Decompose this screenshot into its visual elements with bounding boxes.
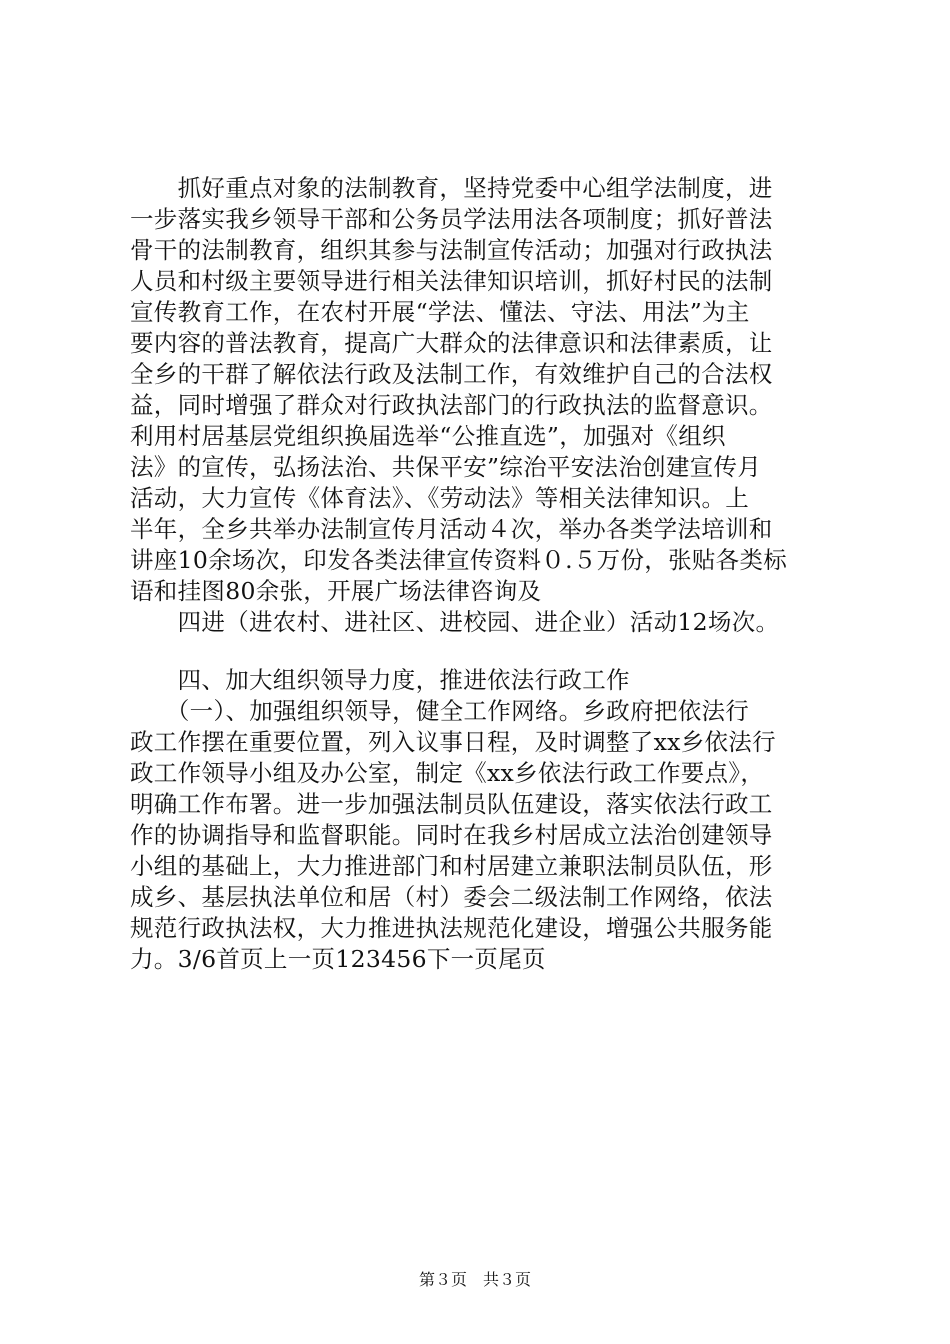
text-line: 要内容的普法教育，提高广大群众的法律意识和法律素质，让 bbox=[130, 329, 773, 357]
text-line: 人员和村级主要领导进行相关法律知识培训，抓好村民的法制 bbox=[130, 267, 773, 295]
text-line: 成乡、基层执法单位和居（村）委会二级法制工作网络，依法 bbox=[130, 883, 773, 911]
text-line: （一）、加强组织领导，健全工作网络。乡政府把依法行 bbox=[130, 697, 750, 725]
text-line: 利用村居基层党组织换届选举“公推直选”，加强对《组织 bbox=[130, 422, 726, 450]
text-line: 规范行政执法权，大力推进执法规范化建设，增强公共服务能 bbox=[130, 914, 773, 942]
text-line: 明确工作布署。进一步加强法制员队伍建设，落实依法行政工 bbox=[130, 790, 773, 818]
text-line: 抓好重点对象的法制教育，坚持党委中心组学法制度，进 bbox=[130, 174, 773, 202]
text-line: 一步落实我乡领导干部和公务员学法用法各项制度；抓好普法 bbox=[130, 205, 773, 233]
text-line: 半年，全乡共举办法制宣传月活动４次，举办各类学法培训和 bbox=[130, 515, 773, 543]
text-line: 宣传教育工作，在农村开展“学法、懂法、守法、用法”为主 bbox=[130, 298, 750, 326]
text-line: 政工作领导小组及办公室，制定《xx乡依法行政工作要点》， bbox=[130, 759, 765, 787]
text-line: 活动，大力宣传《体育法》、《劳动法》等相关法律知识。上 bbox=[130, 484, 750, 512]
section-heading: 四、加大组织领导力度，推进依法行政工作 bbox=[130, 666, 630, 694]
text-line: 作的协调指导和监督职能。同时在我乡村居成立法治创建领导 bbox=[130, 821, 773, 849]
text-line: 政工作摆在重要位置，列入议事日程，及时调整了xx乡依法行 bbox=[130, 728, 776, 756]
text-line: 法》的宣传，弘扬法治、共保平安”综治平安法治创建宣传月 bbox=[130, 453, 762, 481]
text-line: 益，同时增强了群众对行政执法部门的行政执法的监督意识。 bbox=[130, 391, 773, 419]
text-line: 四进（进农村、进社区、进校园、进企业）活动12场次。 bbox=[130, 608, 780, 636]
text-line: 语和挂图80余张，开展广场法律咨询及 bbox=[130, 577, 542, 605]
text-line: 全乡的干群了解依法行政及法制工作，有效维护自己的合法权 bbox=[130, 360, 773, 388]
text-line: 小组的基础上，大力推进部门和村居建立兼职法制员队伍，形 bbox=[130, 852, 773, 880]
page-footer: 第３页 共３页 bbox=[418, 1270, 531, 1289]
text-line: 讲座10余场次，印发各类法律宣传资料０.５万份，张贴各类标 bbox=[130, 546, 788, 574]
text-line: 骨干的法制教育，组织其参与法制宣传活动；加强对行政执法 bbox=[130, 236, 773, 264]
text-line: 力。3/6首页上一页123456下一页尾页 bbox=[130, 945, 546, 973]
